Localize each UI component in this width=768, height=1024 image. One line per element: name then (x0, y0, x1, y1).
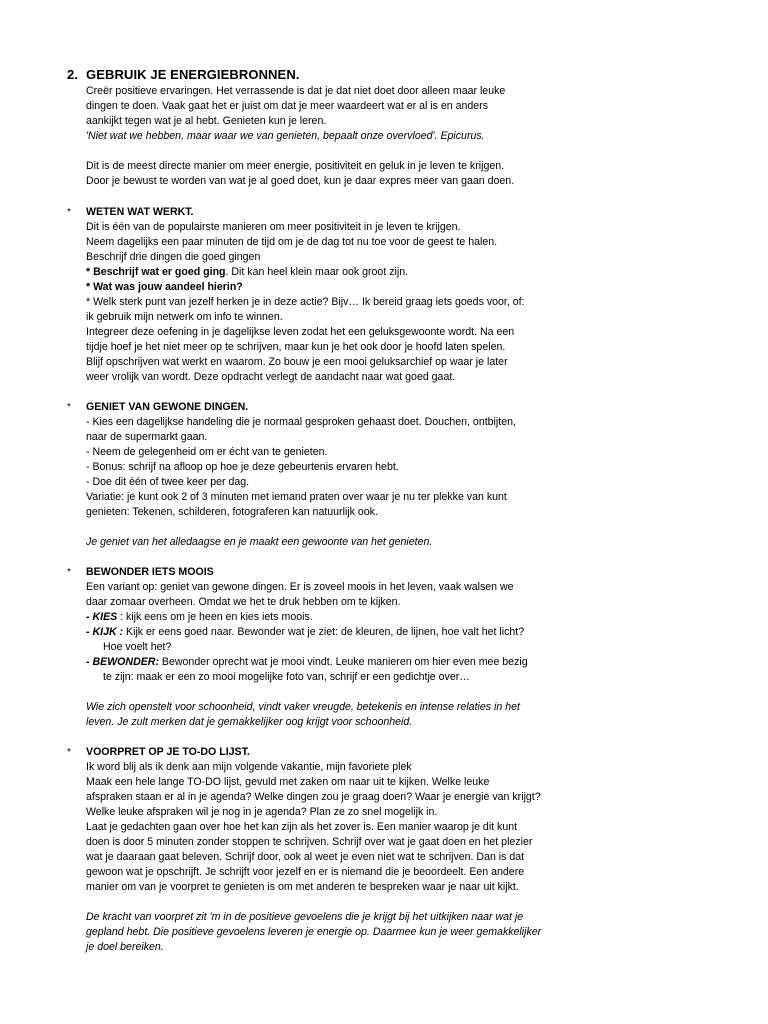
italic-summary: Je geniet van het alledaagse en je maakt een gewoonte van het genieten. (86, 536, 433, 548)
text-line: Blijf opschrijven wat werkt en waarom. Zo bouw je een mooi geluksarchief op waar je later (86, 356, 508, 368)
text-line: te zijn: maak er een zo mooi mogelijke foto van, schrijf er een gedichtje over… (103, 671, 470, 683)
bold-prompt: * Wat was jouw aandeel hierin? (86, 281, 243, 293)
text-line: Een variant op: geniet van gewone dingen. Er is zoveel moois in het leven, vaak walsen we (86, 581, 514, 593)
text-line: Variatie: je kunt ook 2 of 3 minuten met iemand praten over waar je nu ter plekke van kunt (86, 491, 507, 503)
text-line: Laat je gedachten gaan over hoe het kan zijn als het zover is. Een manier waarop je dit kunt (86, 821, 518, 833)
text-line: ik gebruik mijn netwerk om info te winnen. (86, 311, 283, 323)
text-line: naar de supermarkt gaan. (86, 431, 208, 443)
text-line: Bewonder oprecht wat je mooi vindt. Leuke manieren om hier even mee bezig (158, 656, 528, 668)
section-title: GEBRUIK JE ENERGIEBRONNEN. (86, 67, 300, 82)
text-line: Neem dagelijks een paar minuten de tijd om je de dag tot nu toe voor de geest te halen. (86, 236, 498, 248)
text-line: : kijk eens om je heen en kies iets moois. (117, 611, 313, 623)
text-line: tijdje hoef je het niet meer op te schrijven, maar kun je het ook door je hoofd laten spelen. (86, 341, 506, 353)
text-line: Creër positieve ervaringen. Het verrassende is dat je dat niet doet door alleen maar leuke (86, 85, 506, 97)
section-voorpret (86, 745, 566, 955)
text-line: wat je daaraan gaat beleven. Schrijf door, ook al weet je even niet wat te schrijven. Dan is dat (86, 851, 525, 863)
subsection-title: VOORPRET OP JE TO-DO LIJST. (86, 746, 250, 758)
italic-summary: leven. Je zult merken dat je gemakkelijker oog krijgt voor schoonheid. (86, 716, 413, 728)
text-line: Ik word blij als ik denk aan mijn volgende vakantie, mijn favoriete plek (86, 761, 412, 773)
kijk-label: - KIJK : (86, 626, 124, 638)
italic-summary: Wie zich openstelt voor schoonheid, vindt vaker vreugde, betekenis en intense relaties in het (86, 701, 520, 713)
text-line: manier om van je voorpret te genieten is om met anderen te bespreken waar je naar uit kijkt. (86, 881, 519, 893)
text-line: Dit is de meest directe manier om meer energie, positiviteit en geluk in je leven te krijgen. (86, 160, 505, 172)
text-line: - Neem de gelegenheid om er écht van te genieten. (86, 446, 328, 458)
text-line: Integreer deze oefening in je dagelijkse leven zodat het een geluksgewoonte wordt. Na een (86, 326, 515, 338)
text-line: daar zomaar overheen. Omdat we het te druk hebben om te kijken. (86, 596, 401, 608)
bewonder-label: - BEWONDER: (86, 656, 159, 668)
text-line: - Doe dit één of twee keer per dag. (86, 476, 250, 488)
text-line: Welke leuke afspraken wil je nog in je agenda? Plan ze zo snel mogelijk in. (86, 806, 438, 818)
text-line: Maak een hele lange TO-DO lijst, gevuld met zaken om naar uit te kijken. Welke leuke (86, 776, 490, 788)
subsection-title: GENIET VAN GEWONE DINGEN. (86, 401, 249, 413)
section-weten-wat-werkt (86, 205, 566, 385)
text-line: Kijk er eens goed naar. Bewonder wat je ziet: de kleuren, de lijnen, hoe valt het licht? (123, 626, 525, 638)
text-line: Door je bewust te worden van wat je al goed doet, kun je daar expres meer van gaan doen. (86, 175, 515, 187)
text-line: - Kies een dagelijkse handeling die je normaal gesproken gehaast doet. Douchen, ontbijten, (86, 416, 516, 428)
bullet-icon: * (67, 402, 71, 413)
kies-label: - KIES (86, 611, 118, 623)
text-line: doen is door 5 minuten zonder stoppen te schrijven. Schrijf over wat je gaat doen en het plezier (86, 836, 533, 848)
text-line: afspraken staan er al in je agenda? Welke dingen zou je graag doen? Waar je energie van krijgt? (86, 791, 541, 803)
text-line: - Bonus: schrijf na afloop op hoe je deze gebeurtenis ervaren hebt. (86, 461, 399, 473)
text-line: genieten: Tekenen, schilderen, fotograferen kan natuurlijk ook. (86, 506, 378, 518)
text-line: Hoe voelt het? (103, 641, 172, 653)
section-number: 2. (67, 67, 79, 82)
text-line: gewoon wat je opschrijft. Je schrijft voor jezelf en er is niemand die je beoordeelt. Een andere (86, 866, 525, 878)
bullet-icon: * (67, 747, 71, 758)
epicurus-quote: 'Niet wat we hebben, maar waar we van genieten, bepaalt onze overvloed'. Epicurus. (86, 130, 485, 142)
text-line: Beschrijf drie dingen die goed gingen (86, 251, 261, 263)
section-heading (67, 67, 300, 82)
italic-summary: je doel bereiken. (86, 941, 164, 953)
subsection-title: WETEN WAT WERKT. (86, 206, 194, 218)
section-geniet-van-gewone-dingen (86, 400, 566, 550)
subsection-title: BEWONDER IETS MOOIS (86, 566, 214, 578)
text-line: dingen te doen. Vaak gaat het er juist om dat je meer waardeert wat er al is en anders (86, 100, 489, 112)
italic-summary: gepland hebt. Die positieve gevoelens leveren je energie op. Daarmee kun je weer gemakkelijker (86, 926, 542, 938)
bullet-icon: * (67, 567, 71, 578)
bullet-icon: * (67, 207, 71, 218)
text-line: weer vrolijk van wordt. Deze opdracht verlegt de aandacht naar wat goed gaat. (86, 371, 456, 383)
intro-paragraph (86, 84, 566, 189)
text-line: Dit is één van de populairste manieren om meer positiviteit in je leven te krijgen. (86, 221, 461, 233)
text-line: * Welk sterk punt van jezelf herken je in deze actie? Bijv… Ik bereid graag iets goeds voor, of: (86, 296, 525, 308)
italic-summary: De kracht van voorpret zit 'm in de positieve gevoelens die je krijgt bij het uitkijken naar wat je (86, 911, 524, 923)
text-line: . Dit kan heel klein maar ook groot zijn. (225, 266, 409, 278)
text-line: aankijkt tegen wat je al hebt. Genieten kun je leren. (86, 115, 327, 127)
section-bewonder-iets-moois (86, 565, 566, 730)
bold-prompt: * Beschrijf wat er goed ging (86, 266, 226, 278)
